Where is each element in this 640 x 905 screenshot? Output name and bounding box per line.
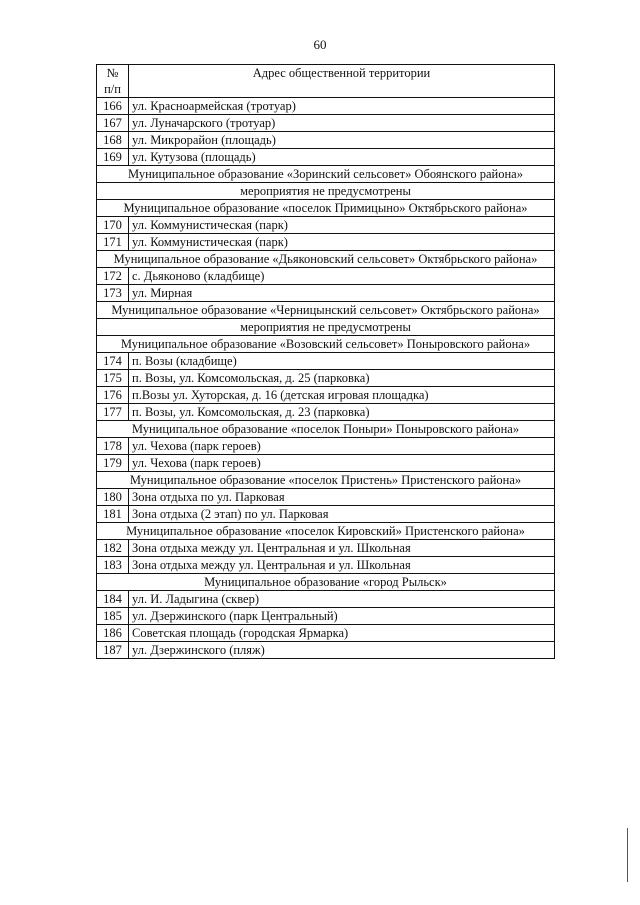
table-row (97, 387, 555, 404)
table-row (97, 268, 555, 285)
row-address: ул. Коммунистическая (парк) (129, 217, 555, 234)
section-heading-row (97, 574, 555, 591)
row-number: 170 (97, 217, 129, 234)
municipality-heading: Муниципальное образование «город Рыльск» (97, 574, 555, 591)
table-row (97, 591, 555, 608)
section-heading-row (97, 251, 555, 268)
table-row (97, 234, 555, 251)
column-header-number-sign: № (106, 66, 119, 80)
column-header-number (97, 65, 129, 98)
row-number: 176 (97, 387, 129, 404)
table-row (97, 404, 555, 421)
table-body (97, 98, 555, 659)
table-row (97, 489, 555, 506)
row-address: Советская площадь (городская Ярмарка) (129, 625, 555, 642)
row-number: 172 (97, 268, 129, 285)
territory-table (96, 64, 555, 659)
table-row (97, 353, 555, 370)
section-heading-row (97, 336, 555, 353)
row-address: Зона отдыха (2 этап) по ул. Парковая (129, 506, 555, 523)
section-heading-row (97, 472, 555, 489)
row-number: 179 (97, 455, 129, 472)
row-number: 177 (97, 404, 129, 421)
table-row (97, 557, 555, 574)
table-row (97, 506, 555, 523)
row-address: п. Возы, ул. Комсомольская, д. 25 (парковка) (129, 370, 555, 387)
section-heading-row (97, 421, 555, 438)
row-address: ул. Микрорайон (площадь) (129, 132, 555, 149)
row-address: п. Возы (кладбище) (129, 353, 555, 370)
row-address: ул. Чехова (парк героев) (129, 455, 555, 472)
row-address: п. Возы, ул. Комсомольская, д. 23 (парковка) (129, 404, 555, 421)
municipality-heading: Муниципальное образование «поселок Кировский» Пристенского района» (97, 523, 555, 540)
municipality-heading: Муниципальное образование «Черницынский сельсовет» Октябрьского района» (97, 302, 555, 319)
municipality-heading: Муниципальное образование «поселок Пристень» Пристенского района» (97, 472, 555, 489)
row-number: 183 (97, 557, 129, 574)
table-row (97, 540, 555, 557)
column-header-address: Адрес общественной территории (129, 65, 555, 98)
table-row (97, 115, 555, 132)
table-row (97, 98, 555, 115)
page-number: 60 (313, 37, 327, 52)
table-row (97, 608, 555, 625)
municipality-heading: Муниципальное образование «Дьяконовский сельсовет» Октябрьского района» (97, 251, 555, 268)
note-row (97, 183, 555, 200)
table-row (97, 625, 555, 642)
table-row (97, 217, 555, 234)
row-address: с. Дьяконово (кладбище) (129, 268, 555, 285)
table-row (97, 642, 555, 659)
row-number: 175 (97, 370, 129, 387)
municipality-heading: Муниципальное образование «поселок Поныри» Поныровского района» (97, 421, 555, 438)
row-number: 174 (97, 353, 129, 370)
row-address: ул. Дзержинского (пляж) (129, 642, 555, 659)
row-number: 186 (97, 625, 129, 642)
row-number: 184 (97, 591, 129, 608)
row-address: ул. Чехова (парк героев) (129, 438, 555, 455)
row-number: 181 (97, 506, 129, 523)
row-number: 185 (97, 608, 129, 625)
section-heading-row (97, 523, 555, 540)
note-row (97, 319, 555, 336)
no-measures-note: мероприятия не предусмотрены (97, 319, 555, 336)
row-address: ул. Дзержинского (парк Центральный) (129, 608, 555, 625)
row-address: Зона отдыха между ул. Центральная и ул. Школьная (129, 557, 555, 574)
table-header-row (97, 65, 555, 98)
margin-rule-line (627, 828, 628, 882)
municipality-heading: Муниципальное образование «Зоринский сельсовет» Обоянского района» (97, 166, 555, 183)
row-address: ул. Луначарского (тротуар) (129, 115, 555, 132)
table-row (97, 455, 555, 472)
row-number: 168 (97, 132, 129, 149)
row-address: ул. Кутузова (площадь) (129, 149, 555, 166)
municipality-heading: Муниципальное образование «поселок Примицыно» Октябрьского района» (97, 200, 555, 217)
row-number: 167 (97, 115, 129, 132)
row-number: 166 (97, 98, 129, 115)
row-number: 169 (97, 149, 129, 166)
row-number: 187 (97, 642, 129, 659)
row-number: 173 (97, 285, 129, 302)
no-measures-note: мероприятия не предусмотрены (97, 183, 555, 200)
table-row (97, 285, 555, 302)
row-address: ул. И. Ладыгина (сквер) (129, 591, 555, 608)
table-row (97, 370, 555, 387)
column-header-number-abbr: п/п (104, 82, 121, 96)
section-heading-row (97, 302, 555, 319)
row-number: 180 (97, 489, 129, 506)
row-address: Зона отдыха по ул. Парковая (129, 489, 555, 506)
row-address: Зона отдыха между ул. Центральная и ул. Школьная (129, 540, 555, 557)
row-address: ул. Коммунистическая (парк) (129, 234, 555, 251)
row-number: 171 (97, 234, 129, 251)
municipality-heading: Муниципальное образование «Возовский сельсовет» Поныровского района» (97, 336, 555, 353)
row-address: ул. Красноармейская (тротуар) (129, 98, 555, 115)
section-heading-row (97, 166, 555, 183)
row-number: 178 (97, 438, 129, 455)
row-number: 182 (97, 540, 129, 557)
table-row (97, 149, 555, 166)
table-row (97, 132, 555, 149)
table-row (97, 438, 555, 455)
row-address: ул. Мирная (129, 285, 555, 302)
section-heading-row (97, 200, 555, 217)
row-address: п.Возы ул. Хуторская, д. 16 (детская игровая площадка) (129, 387, 555, 404)
